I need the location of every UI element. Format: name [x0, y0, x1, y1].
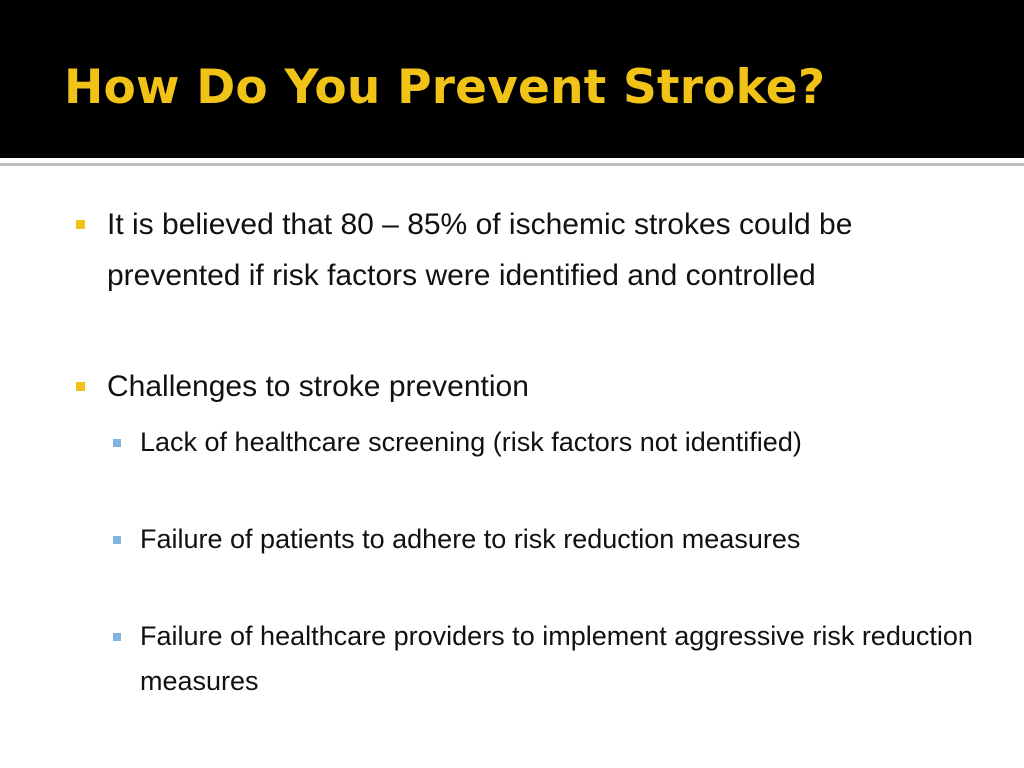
bullet-item: Challenges to stroke prevention: [107, 370, 529, 403]
square-sub-bullet-icon: [113, 633, 121, 641]
bullet-item: It is believed that 80 – 85% of ischemic strokes could be prevented if risk factors were identified and controlled: [107, 208, 853, 292]
sub-bullet-item: Lack of healthcare screening (risk factors not identified): [140, 427, 802, 457]
square-bullet-icon: [76, 220, 85, 229]
square-sub-bullet-icon: [113, 439, 121, 447]
square-sub-bullet-icon: [113, 536, 121, 544]
sub-bullet-item: Failure of patients to adhere to risk reduction measures: [140, 524, 801, 554]
sub-bullet-item: Failure of healthcare providers to implement aggressive risk reduction measures: [140, 621, 973, 696]
square-bullet-icon: [76, 382, 85, 391]
slide-title: How Do You Prevent Stroke?: [64, 60, 826, 115]
